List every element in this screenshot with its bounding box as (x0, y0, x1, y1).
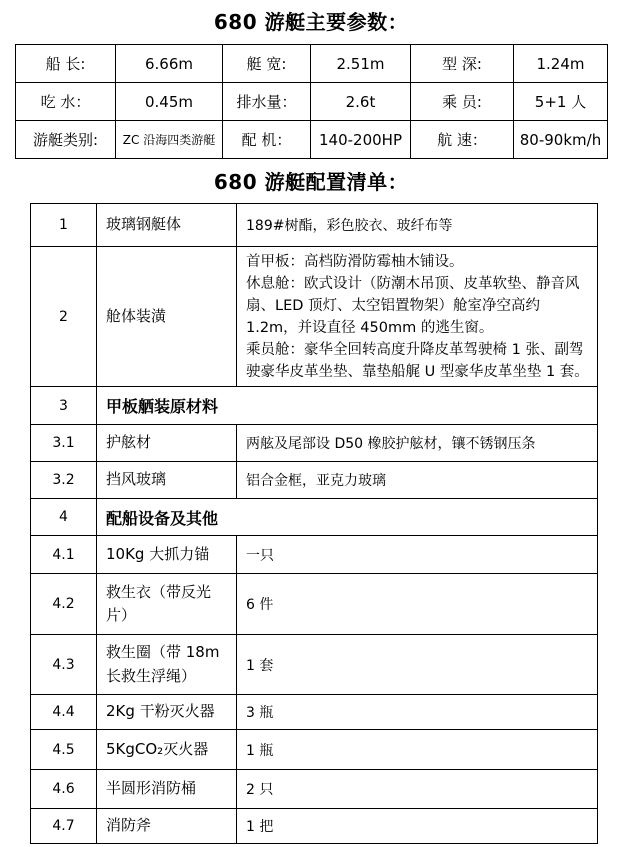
param-label-displacement: 排水量： (223, 83, 311, 121)
params-table (15, 44, 608, 159)
table-row (31, 499, 598, 536)
item-name: 玻璃钢艇体 (97, 204, 237, 247)
param-value-beam: 2.51m (311, 45, 411, 83)
config-title: 680 游艇配置清单： (213, 170, 409, 194)
item-name: 2Kg 干粉灭火器 (97, 695, 237, 730)
param-value-depth: 1.24m (514, 45, 608, 83)
section-no: 3 (31, 387, 97, 425)
params-title: 680 游艇主要参数： (213, 10, 409, 34)
param-label-length: 船 长: (16, 45, 116, 83)
table-row (31, 204, 598, 247)
table-row (31, 387, 598, 425)
item-desc: 铝合金框，亚克力玻璃 (237, 462, 598, 499)
param-value-length: 6.66m (116, 45, 223, 83)
item-no: 3.2 (31, 462, 97, 499)
table-row (31, 635, 598, 695)
param-label-draft: 吃 水： (16, 83, 116, 121)
param-label-beam: 艇 宽: (223, 45, 311, 83)
item-no: 4.5 (31, 730, 97, 770)
param-label-category: 游艇类别: (16, 121, 116, 159)
param-label-depth: 型 深: (411, 45, 514, 83)
table-row (31, 536, 598, 574)
item-no: 4.6 (31, 770, 97, 809)
item-no: 1 (31, 204, 97, 247)
item-no: 4.2 (31, 574, 97, 635)
item-no: 4.3 (31, 635, 97, 695)
item-no: 4.7 (31, 809, 97, 844)
item-desc: 1 瓶 (237, 730, 598, 770)
spec-line-crew-cabin: 乘员舱：豪华全回转高度升降皮革驾驶椅 1 张、副驾驶豪华皮革坐垫、靠垫船艉 U 型豪华皮革坐垫 1 套。 (246, 341, 589, 380)
param-value-displacement: 2.6t (311, 83, 411, 121)
item-no: 3.1 (31, 425, 97, 462)
param-value-draft: 0.45m (116, 83, 223, 121)
table-row (31, 770, 598, 809)
table-row (31, 462, 598, 499)
item-name: 护舷材 (97, 425, 237, 462)
param-value-category: ZC 沿海四类游艇 (116, 121, 223, 159)
table-row (16, 45, 608, 83)
section-title: 甲板舾装原材料 (97, 387, 598, 425)
spec-line-foredeck: 首甲板：高档防滑防霉柚木铺设。 (246, 253, 464, 270)
param-value-crew: 5+1 人 (514, 83, 608, 121)
table-row (31, 730, 598, 770)
item-desc: 6 件 (237, 574, 598, 635)
param-value-engine: 140-200HP (311, 121, 411, 159)
item-desc: 两舷及尾部设 D50 橡胶护舷材，镶不锈钢压条 (237, 425, 598, 462)
item-no: 4.1 (31, 536, 97, 574)
section-no: 4 (31, 499, 97, 536)
spec-line-rest-cabin: 休息舱：欧式设计（防潮木吊顶、皮革软垫、静音风扇、LED 顶灯、太空铝置物架）舱室净空高约 1.2m，并设直径 450mm 的逃生窗。 (246, 275, 580, 336)
item-desc: 1 把 (237, 809, 598, 844)
item-name: 舱体装潢 (97, 247, 237, 387)
config-table (30, 203, 598, 844)
table-row (16, 83, 608, 121)
table-row (31, 809, 598, 844)
item-desc: 1 套 (237, 635, 598, 695)
item-no: 2 (31, 247, 97, 387)
item-desc: 2 只 (237, 770, 598, 809)
table-row (31, 425, 598, 462)
item-desc: 一只 (237, 536, 598, 574)
table-row (31, 695, 598, 730)
item-name: 10Kg 大抓力锚 (97, 536, 237, 574)
item-desc: 3 瓶 (237, 695, 598, 730)
item-name: 救生衣（带反光片） (97, 574, 237, 635)
item-name: 5KgCO₂灭火器 (97, 730, 237, 770)
param-value-speed: 80-90km/h (514, 121, 608, 159)
table-row (16, 121, 608, 159)
item-no: 4.4 (31, 695, 97, 730)
item-name: 消防斧 (97, 809, 237, 844)
item-name: 半圆形消防桶 (97, 770, 237, 809)
param-label-engine: 配 机： (223, 121, 311, 159)
item-desc: 189#树酯，彩色胶衣、玻纤布等 (237, 204, 598, 247)
item-name: 挡风玻璃 (97, 462, 237, 499)
item-desc (237, 247, 598, 387)
param-label-crew: 乘 员: (411, 83, 514, 121)
section-title: 配船设备及其他 (97, 499, 598, 536)
table-row (31, 574, 598, 635)
item-name: 救生圈（带 18m 长救生浮绳） (97, 635, 237, 695)
param-label-speed: 航 速： (411, 121, 514, 159)
table-row (31, 247, 598, 387)
